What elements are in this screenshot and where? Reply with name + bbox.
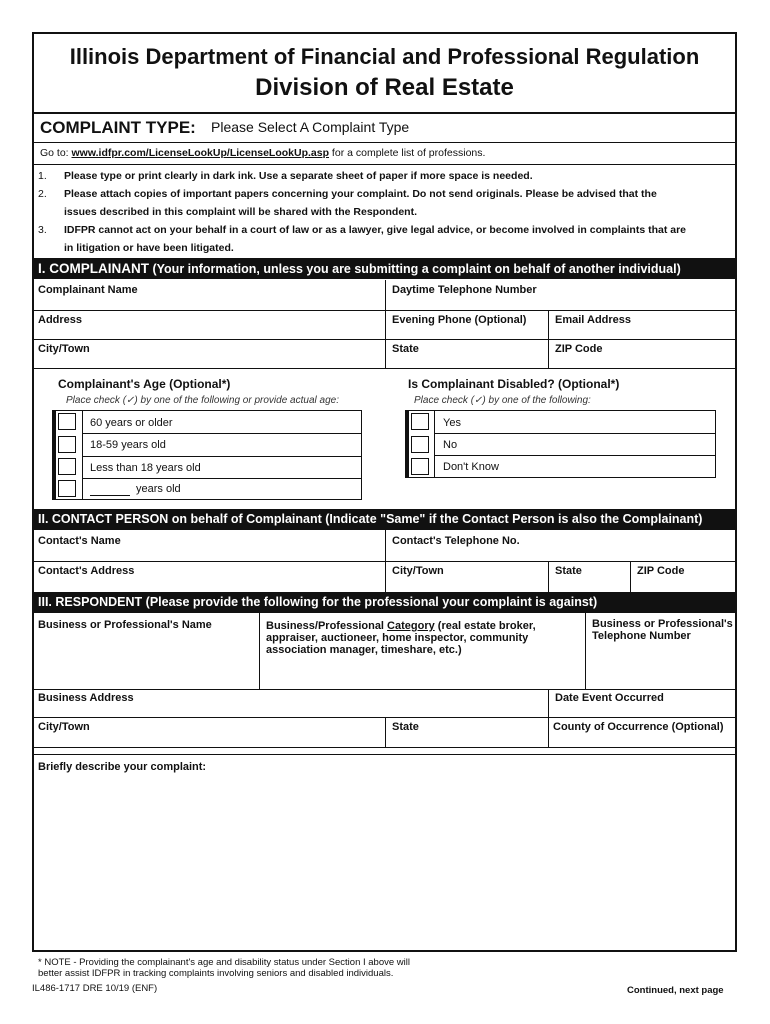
divider — [83, 456, 362, 457]
divider — [32, 689, 737, 690]
instruction-number: 2. — [38, 188, 47, 200]
complainant-name-field[interactable]: Complainant Name — [38, 284, 138, 296]
contact-phone-field[interactable]: Contact's Telephone No. — [392, 535, 520, 547]
contact-name-field[interactable]: Contact's Name — [38, 535, 121, 547]
divider — [82, 411, 83, 500]
category-link[interactable]: Category — [387, 620, 435, 632]
disabled-option-label: Don't Know — [443, 461, 499, 473]
complaint-type-label: COMPLAINT TYPE: — [40, 118, 196, 137]
goto-prefix: Go to: — [40, 147, 72, 159]
date-event-field[interactable]: Date Event Occurred — [555, 692, 664, 704]
age-option-label: Less than 18 years old — [90, 462, 201, 474]
section-complainant-header — [32, 258, 737, 279]
disabled-label: Is Complainant Disabled? (Optional*) — [408, 377, 620, 391]
category-line: association manager, timeshare, etc.) — [266, 644, 462, 656]
checkbox-rail — [53, 411, 56, 499]
footer-note: better assist IDFPR in tracking complaints involving seniors and disabled individuals. — [38, 968, 394, 979]
license-lookup-link[interactable]: www.idfpr.com/LicenseLookUp/LicenseLookUp.asp — [71, 147, 330, 159]
business-phone-label: Telephone Number — [592, 630, 691, 642]
disabled-hint: Place check (✓) by one of the following: — [414, 395, 591, 406]
instruction-number: 1. — [38, 170, 47, 182]
actual-age-input[interactable] — [90, 495, 130, 496]
respondent-city-field[interactable]: City/Town — [38, 721, 90, 733]
footer-note: * NOTE - Providing the complainant's age and disability status under Section I above will — [38, 957, 410, 968]
instruction-text: in litigation or have been litigated. — [64, 242, 234, 254]
agency-title: Illinois Department of Financial and Professional Regulation — [69, 44, 700, 69]
divider — [83, 478, 362, 479]
section-title: I. COMPLAINANT — [38, 261, 149, 276]
continued-note: Continued, next page — [627, 985, 724, 996]
age-60-checkbox[interactable] — [58, 413, 76, 430]
divider — [83, 433, 362, 434]
instruction-number: 3. — [38, 224, 47, 236]
disabled-no-checkbox[interactable] — [411, 436, 429, 453]
divider — [259, 613, 260, 689]
divider — [630, 561, 631, 592]
divider — [32, 368, 737, 369]
divider — [385, 280, 386, 368]
section-contact-header: II. CONTACT PERSON on behalf of Complainant (Indicate "Same" if the Contact Person is also the Complainant) — [32, 509, 737, 530]
instruction-text: issues described in this complaint will be shared with the Respondent. — [64, 206, 417, 218]
age-under-18-checkbox[interactable] — [58, 458, 76, 475]
divider — [548, 561, 549, 592]
division-title: Division of Real Estate — [255, 74, 514, 101]
divider — [32, 164, 737, 165]
zip-field[interactable]: ZIP Code — [555, 343, 603, 355]
divider — [434, 411, 435, 478]
divider — [32, 754, 737, 755]
disabled-dont-know-checkbox[interactable] — [411, 458, 429, 475]
instruction-text: IDFPR cannot act on your behalf in a court of law or as a lawyer, give legal advice, or become involved in complaints that are — [64, 224, 687, 236]
contact-zip-field[interactable]: ZIP Code — [637, 565, 685, 577]
county-field[interactable]: County of Occurrence (Optional) — [553, 721, 724, 733]
business-name-field[interactable]: Business or Professional's Name — [38, 619, 212, 631]
business-address-field[interactable]: Business Address — [38, 692, 134, 704]
divider — [435, 455, 716, 456]
goto-suffix: for a complete list of professions. — [329, 147, 486, 159]
city-field[interactable]: City/Town — [38, 343, 90, 355]
respondent-state-field[interactable]: State — [392, 721, 419, 733]
category-line: appraiser, auctioneer, home inspector, community — [266, 632, 529, 644]
form-id: IL486-1717 DRE 10/19 (ENF) — [32, 983, 158, 994]
contact-address-field[interactable]: Contact's Address — [38, 565, 135, 577]
instruction-text: Please attach copies of important papers concerning your complaint. Do not send originals. Please be advised that the — [64, 188, 657, 200]
category-pre: Business/Professional — [266, 620, 388, 632]
address-field[interactable]: Address — [38, 314, 83, 326]
age-option-label: 60 years or older — [90, 417, 173, 429]
divider — [548, 310, 549, 368]
age-actual-checkbox[interactable] — [58, 480, 76, 497]
complaint-description-field[interactable]: Briefly describe your complaint: — [38, 761, 207, 773]
age-option-label: 18-59 years old — [90, 439, 166, 451]
state-field[interactable]: State — [392, 343, 419, 355]
email-field[interactable]: Email Address — [555, 314, 632, 326]
evening-phone-field[interactable]: Evening Phone (Optional) — [392, 314, 527, 326]
divider — [385, 530, 386, 592]
divider — [32, 747, 737, 748]
business-phone-field[interactable]: Business or Professional's — [592, 618, 733, 630]
complaint-type-select[interactable]: Please Select A Complaint Type — [211, 119, 410, 135]
divider — [32, 142, 737, 143]
instruction-text: Please type or print clearly in dark ink. Use a separate sheet of paper if more space is needed. — [64, 170, 533, 182]
contact-city-field[interactable]: City/Town — [392, 565, 444, 577]
disabled-yes-checkbox[interactable] — [411, 413, 429, 430]
goto-line — [40, 147, 485, 159]
category-post: (real estate broker, — [434, 620, 536, 632]
category-field[interactable] — [266, 620, 536, 632]
divider — [548, 689, 549, 747]
disabled-option-label: Yes — [443, 417, 461, 429]
section-note: (Your information, unless you are submitting a complaint on behalf of another individual) — [149, 262, 681, 276]
daytime-phone-field[interactable]: Daytime Telephone Number — [392, 284, 537, 296]
section-respondent-header: III. RESPONDENT (Please provide the following for the professional your complaint is against) — [32, 592, 737, 613]
age-18-59-checkbox[interactable] — [58, 436, 76, 453]
age-label: Complainant's Age (Optional*) — [58, 377, 231, 391]
divider — [585, 613, 586, 689]
contact-state-field[interactable]: State — [555, 565, 582, 577]
divider — [435, 433, 716, 434]
age-blank-suffix: years old — [136, 483, 181, 495]
divider — [32, 112, 737, 114]
divider — [385, 717, 386, 747]
checkbox-rail — [406, 411, 409, 477]
disabled-option-label: No — [443, 439, 458, 451]
age-hint: Place check (✓) by one of the following or provide actual age: — [66, 395, 339, 406]
